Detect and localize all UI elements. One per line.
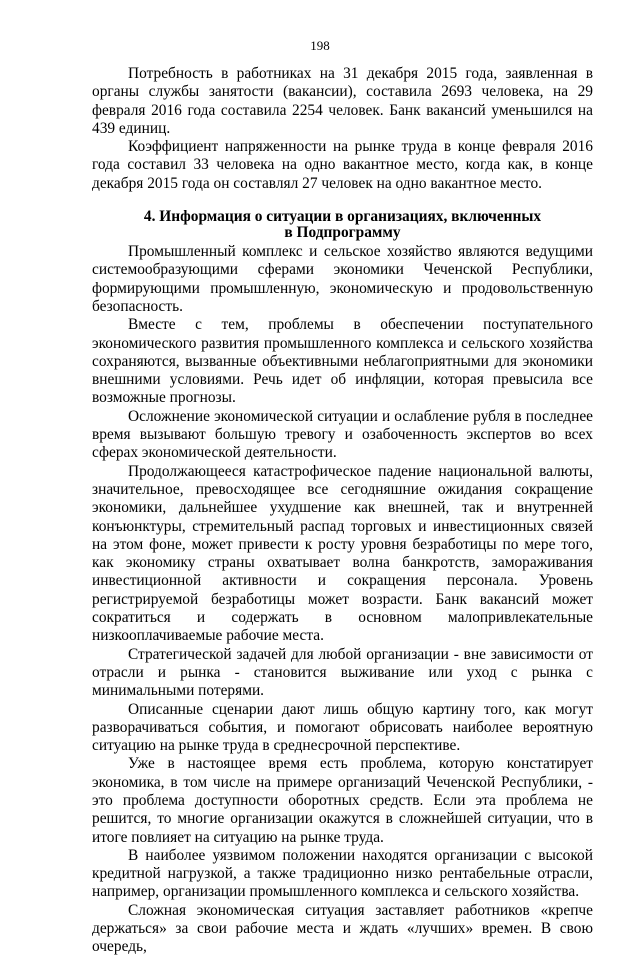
paragraph-working-capital: Уже в настоящее время есть проблема, которую констатирует экономика, в том числе на примере организаций Чеченской Республики, - это проблема доступности оборотных средств. Если эта проблема не решится, то многие организации окажутся в сложнейшей ситуации, что в итоге повлияет на ситуацию на рынке труда. (92, 755, 593, 846)
paragraph-strategic-task: Стратегической задачей для любой организации - вне зависимости от отрасли и рынка - становится выживание или уход с рынка с минимальными потерями. (92, 645, 593, 700)
section-heading: 4. Информация о ситуации в организациях, включенных в Подпрограмму (143, 208, 542, 242)
document-body (92, 65, 593, 957)
paragraph-vulnerable-organizations: В наиболее уязвимом положении находятся организации с высокой кредитной нагрузкой, а также традиционно низко рентабельные отрасли, например, организации промышленного комплекса и сельского хозяйства. (92, 846, 593, 901)
paragraph-development-problems: Вместе с тем, проблемы в обеспечении поступательного экономического развития промышленного комплекса и сельского хозяйства сохраняются, вызванные объективными неблагоприятными для экономики внешними условиями. Речь идет об инфляции, которая превысила все возможные прогнозы. (92, 316, 593, 407)
paragraph-industry-agriculture: Промышленный комплекс и сельское хозяйство являются ведущими системообразующими сферами экономики Чеченской Республики, формирующими промышленную, экономическую и продовольственную безопасность. (92, 243, 593, 315)
paragraph-scenarios: Описанные сценарии дают лишь общую картину того, как могут разворачиваться события, и помогают обрисовать наиболее вероятную ситуацию на рынке труда в среднесрочной перспективе. (92, 700, 593, 755)
paragraph-currency-decline: Продолжающееся катастрофическое падение национальной валюты, значительное, превосходящее все сегодняшние ожидания сокращение экономики, дальнейшее ухудшение как внешней, так и внутренней конъюнктуры, стремительный распад торговых и инвестиционных связей на этом фоне, может привести к росту уровня безработицы по мере того, как экономику страны охватывает волна банкротств, замораживания инвестиционной активности и сокращения персонала. Уровень регистрируемой безработицы может возрасти. Банк вакансий может сократиться и содержать в основном малопривлекательные низкооплачиваемые рабочие места. (92, 462, 593, 645)
paragraph-workers-holding-jobs: Сложная экономическая ситуация заставляет работников «крепче держаться» за свои рабочие места и ждать «лучших» времен. В свою очередь, (92, 901, 593, 956)
paragraph-tension-coefficient: Коэффициент напряженности на рынке труда в конце февраля 2016 года составил 33 человека на одно вакантное место, когда как, в конце декабря 2015 года он составлял 27 человек на одно вакантное место. (92, 138, 593, 192)
paragraph-economic-situation: Осложнение экономической ситуации и ослабление рубля в последнее время вызывают большую тревогу и озабоченность экспертов во всех сферах экономической деятельности. (92, 407, 593, 462)
page-number: 198 (310, 38, 330, 53)
paragraph-vacancy-demand: Потребность в работниках на 31 декабря 2015 года, заявленная в органы службы занятости (вакансии), составила 2693 человека, на 29 февраля 2016 года составила 2254 человек. Банк вакансий уменьшился на 439 единиц. (92, 65, 593, 137)
